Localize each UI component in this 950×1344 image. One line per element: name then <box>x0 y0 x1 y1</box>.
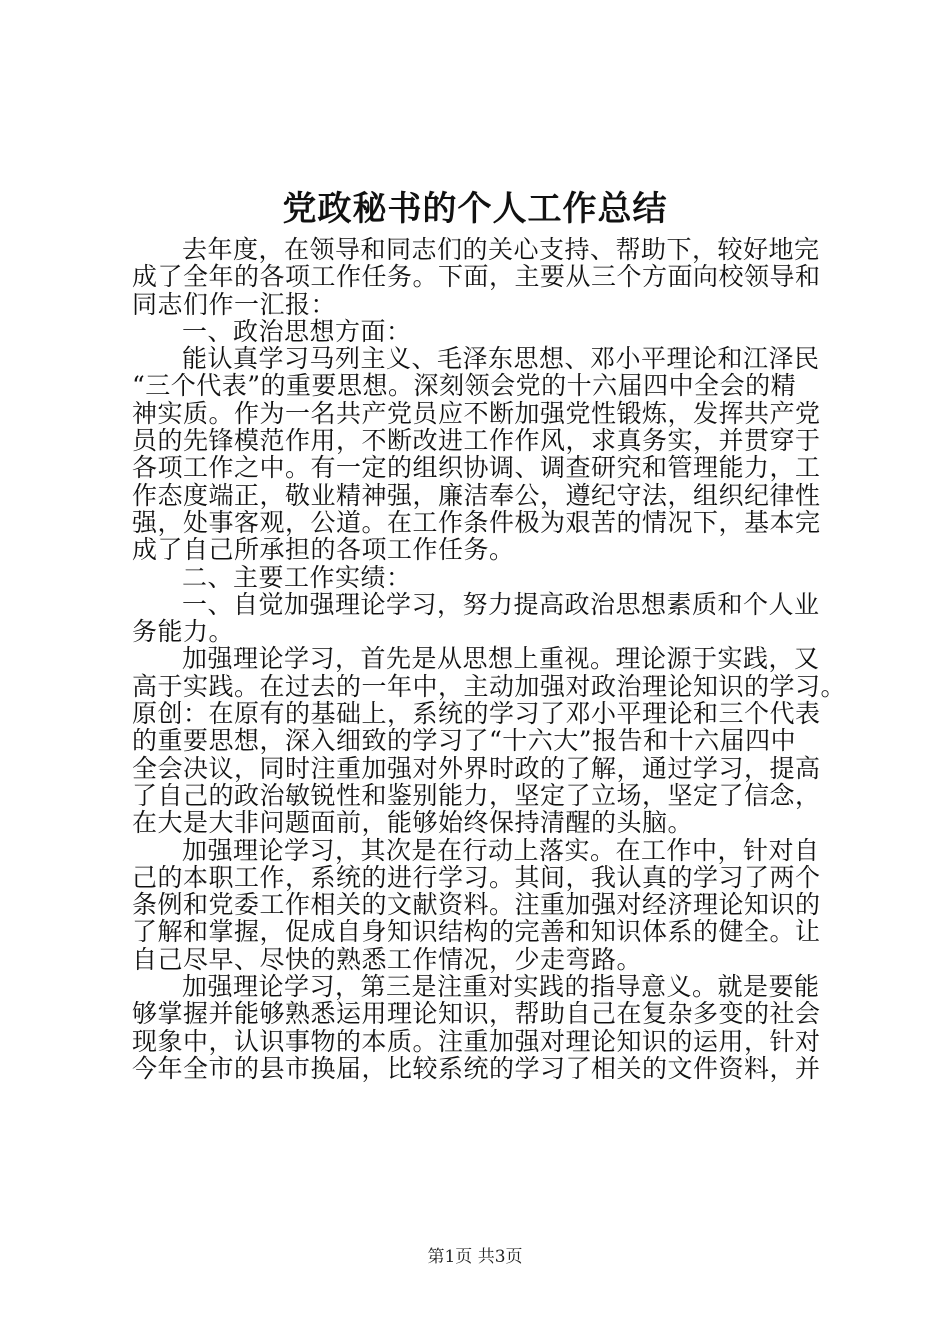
page-footer: 第1页 共3页 <box>427 1247 523 1267</box>
paragraph-line: 务能力。 <box>132 617 235 647</box>
paragraph-line: 二、主要工作实绩： <box>182 562 412 592</box>
paragraph-line: “三个代表”的重要思想。深刻领会党的十六届四中全会的精 <box>132 371 797 401</box>
paragraph-line: 去年度，在领导和同志们的关心支持、帮助下，较好地完 <box>182 235 820 264</box>
paragraph-line: 自己尽早、尽快的熟悉工作情况，少走弯路。 <box>132 944 643 974</box>
paragraph-line: 成了自己所承担的各项工作任务。 <box>132 535 515 565</box>
paragraph-line: 加强理论学习，首先是从思想上重视。理论源于实践，又 <box>182 644 820 674</box>
paragraph-line: 神实质。作为一名共产党员应不断加强党性锻炼，发挥共产党 <box>132 398 821 428</box>
paragraph-line: 强，处事客观，公道。在工作条件极为艰苦的情况下，基本完 <box>132 507 821 537</box>
paragraph-line: 成了全年的各项工作任务。下面，主要从三个方面向校领导和 <box>132 262 821 292</box>
paragraph-line: 一、政治思想方面： <box>182 316 412 346</box>
paragraph-line: 条例和党委工作相关的文献资料。注重加强对经济理论知识的 <box>132 890 821 920</box>
paragraph-line: 了自己的政治敏锐性和鉴别能力，坚定了立场，坚定了信念， <box>132 780 821 810</box>
paragraph <box>132 644 847 838</box>
paragraph-line: 的重要思想，深入细致的学习了“十六大”报告和十六届四中 <box>132 726 797 756</box>
document-body <box>132 235 847 1083</box>
paragraph-line: 全会决议，同时注重加强对外界时政的了解，通过学习，提高 <box>132 753 821 783</box>
paragraph-line: 现象中，认识事物的本质。注重加强对理论知识的运用，针对 <box>132 1026 821 1056</box>
paragraph-line: 同志们作一汇报： <box>132 289 337 319</box>
paragraph-line: 员的先锋模范作用，不断改进工作作风，求真务实，并贯穿于 <box>132 426 821 456</box>
paragraph <box>132 837 832 973</box>
paragraph-line: 高于实践。在过去的一年中，主动加强对政治理论知识的学习。 <box>132 671 847 701</box>
paragraph <box>132 973 832 1082</box>
document-title: 党政秘书的个人工作总结 <box>282 189 668 229</box>
paragraph-line: 了解和掌握，促成自身知识结构的完善和知识体系的健全。让 <box>132 917 821 947</box>
paragraph-line: 加强理论学习，第三是注重对实践的指导意义。就是要能 <box>182 972 820 1002</box>
paragraph <box>132 591 832 646</box>
paragraph-line: 加强理论学习，其次是在行动上落实。在工作中，针对自 <box>182 835 820 865</box>
paragraph <box>132 318 832 345</box>
paragraph-line: 在大是大非问题面前，能够始终保持清醒的头脑。 <box>132 808 694 838</box>
paragraph <box>132 564 832 591</box>
paragraph-line: 一、自觉加强理论学习，努力提高政治思想素质和个人业 <box>182 589 820 619</box>
paragraph-line: 作态度端正，敬业精神强，廉洁奉公，遵纪守法，组织纪律性 <box>132 480 821 510</box>
paragraph-line: 原创：在原有的基础上，系统的学习了邓小平理论和三个代表 <box>132 699 821 729</box>
paragraph-line: 今年全市的县市换届，比较系统的学习了相关的文件资料，并 <box>132 1053 821 1083</box>
paragraph-line: 能认真学习马列主义、毛泽东思想、邓小平理论和江泽民 <box>182 344 820 374</box>
paragraph-line: 己的本职工作，系统的进行学习。其间，我认真的学习了两个 <box>132 862 821 892</box>
paragraph <box>132 236 832 318</box>
paragraph-line: 够掌握并能够熟悉运用理论知识，帮助自己在复杂多变的社会 <box>132 999 821 1029</box>
paragraph-line: 各项工作之中。有一定的组织协调、调查研究和管理能力，工 <box>132 453 821 483</box>
paragraph <box>132 345 832 563</box>
